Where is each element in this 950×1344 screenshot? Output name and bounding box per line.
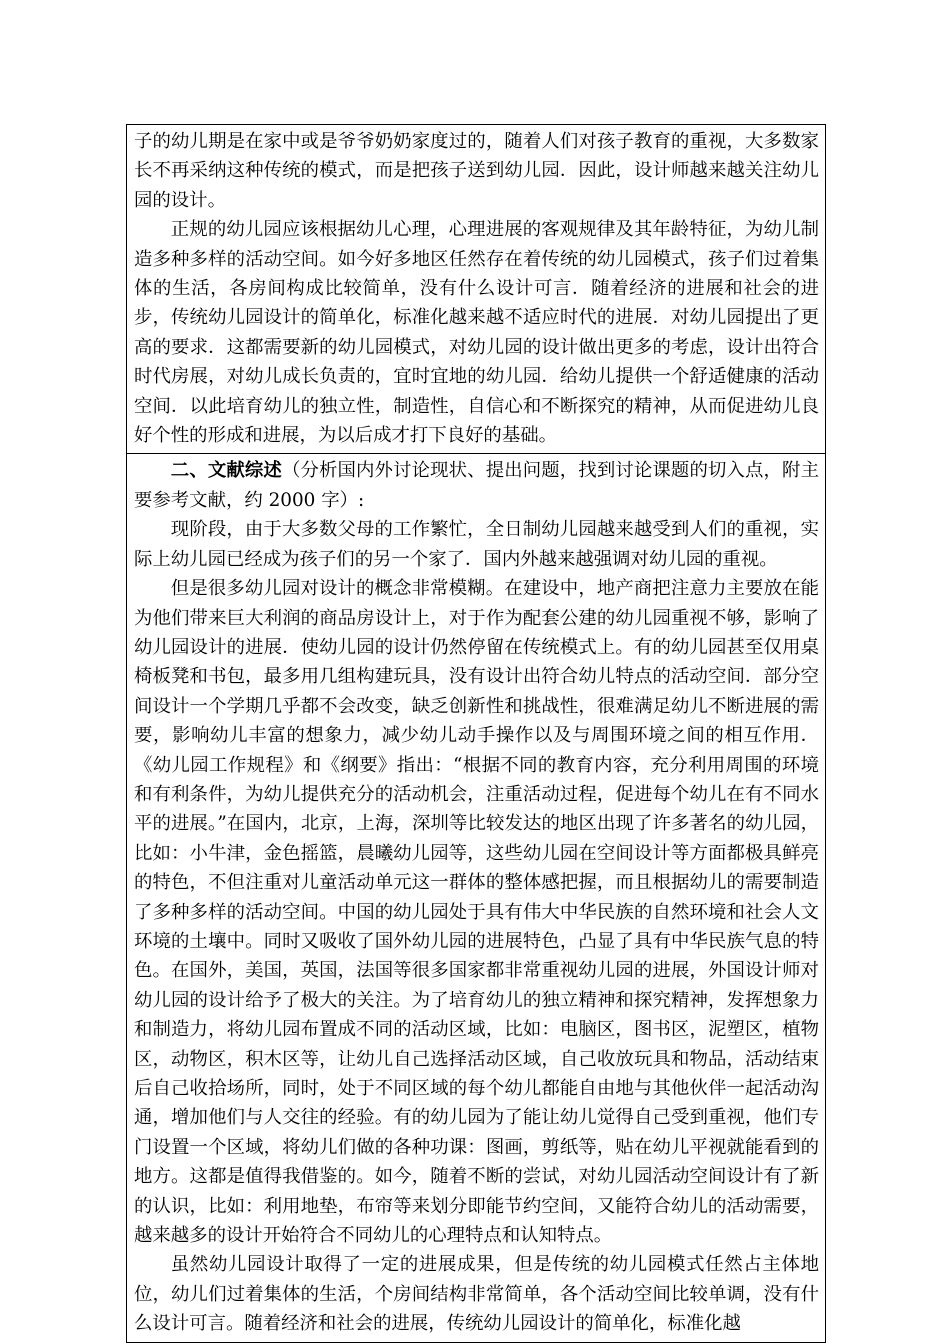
- proposal-table: [126, 124, 826, 1343]
- paragraph: 现阶段，由于大多数父母的工作繁忙，全日制幼儿园越来越受到人们的重视，实际上幼儿园已经成为孩子们的另一个家了．国内外越来越强调对幼儿园的重视。: [134, 519, 819, 570]
- background-cell: [127, 125, 826, 454]
- paragraph: 正规的幼儿园应该根据幼儿心理，心理进展的客观规律及其年龄特征，为幼儿制造多种多样的活动空间。如今好多地区任然存在着传统的幼儿园模式，孩子们过着集体的生活，各房间构成比较简单，没有什么设计可言．随着经济的进展和社会的进步，传统幼儿园设计的简单化，标准化越来越不适应时代的进展．对幼儿园提出了更高的要求．这都需要新的幼儿园模式，对幼儿园的设计做出更多的考虑，设计出符合时代房展，对幼儿成长负责的，宜时宜地的幼儿园．给幼儿提供一个舒适健康的活动空间．以此培育幼儿的独立性，制造性，自信心和不断探究的精神，从而促进幼儿良好个性的形成和进展，为以后成才打下良好的基础。: [134, 219, 819, 447]
- paragraph: 子的幼儿期是在家中或是爷爷奶奶家度过的，随着人们对孩子教育的重视，大多数家长不再采纳这种传统的模式，而是把孩子送到幼儿园．因此，设计师越来越关注幼儿园的设计。: [134, 131, 819, 211]
- literature-review-cell: [127, 454, 826, 1342]
- section-heading-note: （分析国内外讨论现状、提出问题，找到讨论课题的切入点，附主要参考文献，约 2000 字）:: [134, 460, 819, 511]
- section-heading: [134, 456, 819, 515]
- table-row: [127, 454, 826, 1342]
- paragraph: 虽然幼儿园设计取得了一定的进展成果，但是传统的幼儿园模式任然占主体地位，幼儿们过着集体的生活，个房间结构非常简单，各个活动空间比较单调，没有什么设计可言。随着经济和社会的进展，传统幼儿园设计的简单化，标准化越: [134, 1254, 819, 1335]
- table-row: [127, 125, 826, 454]
- paragraph: 但是很多幼儿园对设计的概念非常模糊。在建设中，地产商把注意力主要放在能为他们带来巨大利润的商品房设计上，对于作为配套公建的幼儿园重视不够，影响了幼儿园设计的进展．使幼儿园的设计仍然停留在传统模式上。有的幼儿园甚至仅用桌椅板凳和书包，最多用几组构建玩具，没有设计出符合幼儿特点的活动空间．部分空间设计一个学期几乎都不会改变，缺乏创新性和挑战性，很难满足幼儿不断进展的需要，影响幼儿丰富的想象力，减少幼儿动手操作以及与周围环境之间的相互作用．《幼儿园工作规程》和《纲要》指出：“根据不同的教育内容，充分利用周围的环境和有利条件，为幼儿提供充分的活动机会，注重活动过程，促进每个幼儿在有不同水平的进展。”在国内，北京，上海，深圳等比较发达的地区出现了许多著名的幼儿园，比如：小牛津，金色摇篮，晨曦幼儿园等，这些幼儿园在空间设计等方面都极具鲜亮的特色，不但注重对儿童活动单元这一群体的整体感把握，而且根据幼儿的需要制造了多种多样的活动空间。中国的幼儿园处于具有伟大中华民族的自然环境和社会人文环境的土壤中。同时又吸收了国外幼儿园的进展特色，凸显了具有中华民族气息的特色。在国外，美国，英国，法国等很多国家都非常重视幼儿园的进展，外国设计师对幼儿园的设计给予了极大的关注。为了培育幼儿的独立精神和探究精神，发挥想象力和制造力，将幼儿园布置成不同的活动区域，比如：电脑区，图书区，泥塑区，植物区，动物区，积木区等，让幼儿自己选择活动区域，自己收放玩具和物品，活动结束后自己收拾场所，同时，处于不同区域的每个幼儿都能自由地与其他伙伴一起活动沟通，增加他们与人交往的经验。有的幼儿园为了能让幼儿觉得自己受到重视，他们专门设置一个区域，将幼儿们做的各种功课：图画，剪纸等，贴在幼儿平视就能看到的地方。这都是值得我借鉴的。如今，随着不断的尝试，对幼儿园活动空间设计有了新的认识，比如：利用地垫，布帘等来划分即能节约空间，又能符合幼儿的活动需要，越来越多的设计开始符合不同幼儿的心理特点和认知特点。: [134, 578, 819, 1247]
- section-heading-label: 二、文献综述: [170, 460, 282, 482]
